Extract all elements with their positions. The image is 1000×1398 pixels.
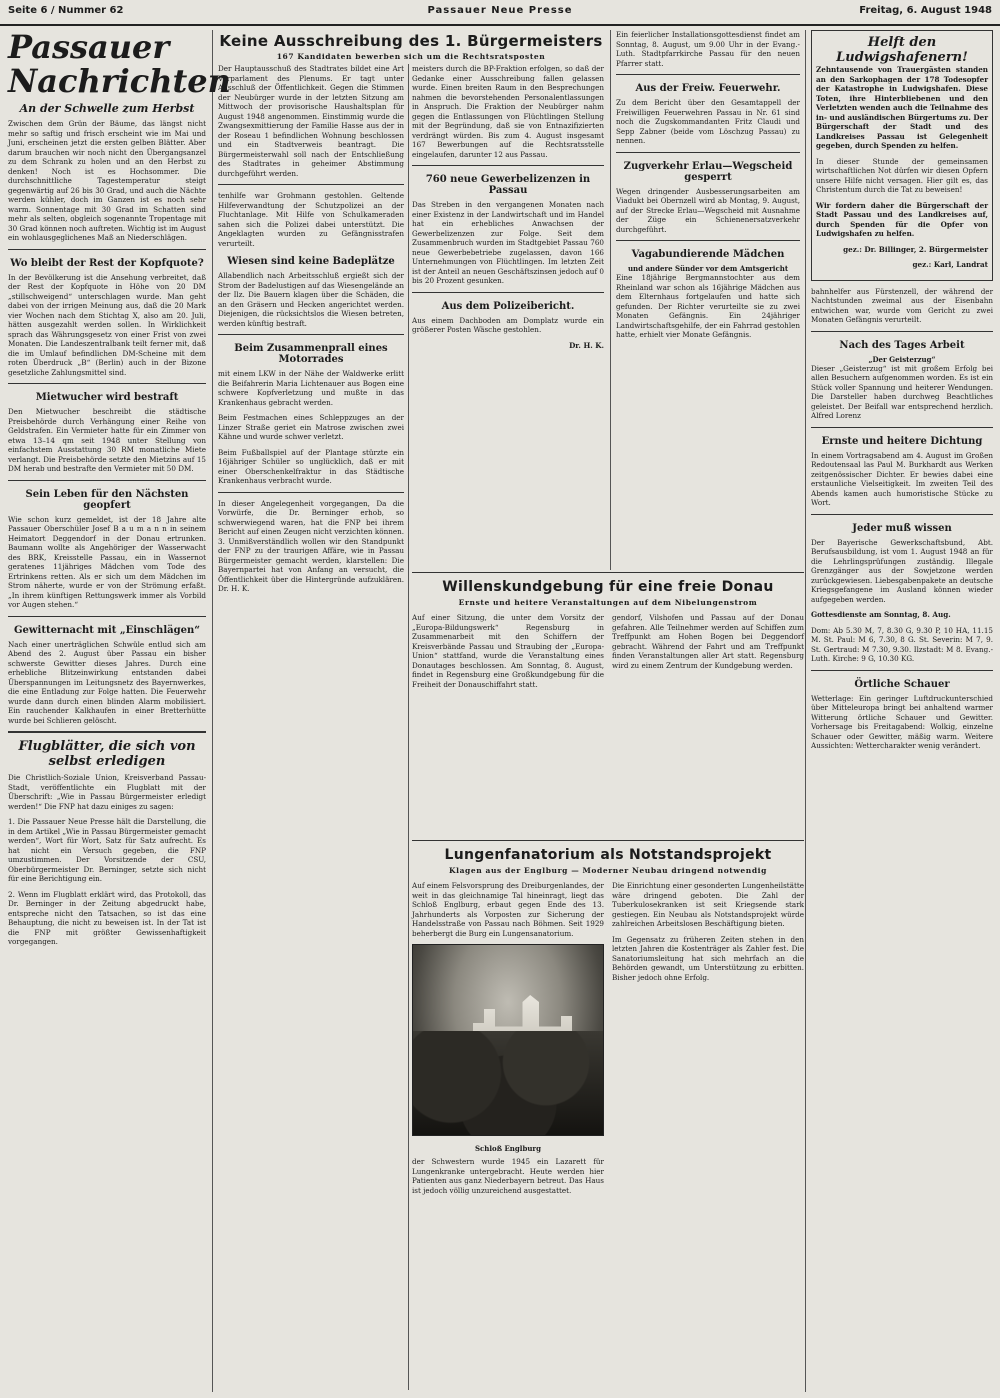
section-masthead xyxy=(8,28,231,100)
article-kicker: Ernste und heitere Veranstaltungen auf dem Nibelungenstrom xyxy=(458,598,758,607)
article-text: mit einem LKW in der Nähe der Waldwerke erlitt die Beifahrerin Maria Lichtenauer aus Bogen eine schwere Kopfverletzung und mußte in das Krankenhaus gebracht werden. xyxy=(218,369,404,407)
article-subhead: und andere Sünder vor dem Amtsgericht xyxy=(627,264,789,273)
trees-shape xyxy=(413,1031,603,1136)
column-left xyxy=(8,28,231,1390)
article-text: Dieser „Geisterzug“ ist mit großem Erfolg bei allen Besuchern aufgenommen worden. Es ist ein Stück voller Spannung und heiterer Wendungen. Die Darsteller haben durchweg Beachtliches geleistet. Der Beifall war entsprechend herzlich. Alfred Lorenz xyxy=(811,363,993,420)
article-text: Dom: Ab 5.30 M, 7, 8.30 G, 9.30 P, 10 HA, 11.15 M. St. Paul: M 6, 7.30, 8 G. St. Severin: M 7, 9. St. Gertraud: M 7.30, 9.30. Ilzstadt: M 8. Evang.-Luth. Kirche: 9 G, 10.30 KG. xyxy=(811,625,993,663)
article-heading: Beim Zusammenprall eines Motorrades xyxy=(234,343,388,365)
article-heading: Sein Leben für den Nächsten geopfert xyxy=(25,488,189,511)
article-heading: Nach des Tages Arbeit xyxy=(839,339,965,351)
article-heading: Gottesdienste am Sonntag, 8. Aug. xyxy=(811,610,951,619)
article-signature: Dr. H. K. xyxy=(569,340,604,350)
article-text: Aus einem Dachboden am Domplatz wurde ein größerer Posten Wäsche gestohlen. xyxy=(412,315,604,334)
article-text: Auf einem Felsvorsprung des Dreiburgenlandes, der weit in das gleichnamige Tal hineinragt, liegt das Schloß Englburg, erbaut gegen Ende des 13. Jahrhunderts als Vorposten zur Sicherung der Handelsstraße von Passau nach Böhmen. Seit 1929 beherbergt die Burg ein Lungensanatorium. xyxy=(412,881,604,938)
column-rule xyxy=(212,30,213,1392)
column-main-a xyxy=(218,64,404,1390)
article-text: Die Christlich-Soziale Union, Kreisverband Passau-Stadt, veröffentlichte ein Flugblatt mit der Überschrift: „Wie in Passau Bürgermeister erledigt werden!“ Die FNP hat dazu einiges zu sagen: xyxy=(8,773,206,811)
lungen-article xyxy=(412,840,804,1195)
article-text: Die Einrichtung einer gesonderten Lungenheilstätte wäre dringend geboten. Die Zahl der Tuberkulosekranken ist seit Kriegsende stark gestiegen. Ein Neubau als Notstandsprojekt würde zahlreichen Arbeitslosen Beschäftigung bieten. xyxy=(612,881,804,928)
article-heading: Jeder muß wissen xyxy=(852,522,952,534)
article-text: Auf einer Sitzung, die unter dem Vorsitz der „Europa-Bildungswerk“ Regensburg in Zusammenarbeit mit den Schiffern der Kreisverbände Passau und Straubing der „Europa-Union“ stattfand, wurde die Veranstaltung eines Donautages beschlossen. Am Sonntag, 8. August, findet in Regensburg eine Großkundgebung für die Freiheit der Donauschiffahrt statt. xyxy=(412,613,604,689)
article-heading: 760 neue Gewerbelizenzen in Passau xyxy=(425,174,591,196)
signature: gez.: Karl, Landrat xyxy=(912,260,988,269)
article-text: Wie schon kurz gemeldet, ist der 18 Jahre alte Passauer Oberschüler Josef B a u m a n n in seinem Heimatort Deggendorf in der Donau ertrunken. Baumann wollte als Angehöriger der Wasserwacht des BRK, Kreisstelle Passau, ein in Wassernot geratenes 11jähriges Mädchen vom Tode des Ertrinkens retten. Als er sich um dem Mädchen im Strom näherte, wurde er von der Strömung erfaßt. „In ihrem künftigen Rettungswerk immer als Vorbild vor Augen stehen.“ xyxy=(8,514,206,609)
castle-photo xyxy=(412,944,604,1136)
column-main-c xyxy=(616,30,800,570)
box-title: Flugblätter, die sich von selbst erledigen xyxy=(18,739,196,769)
photo-caption: Schloß Englburg xyxy=(474,1144,542,1153)
article-text: tenhilfe war Grohmann gestohlen. Geltende Hilfeverwandtung der Schutzpolizei an der Fluchtanlage. Mit Hilfe von Schulkameraden sahen sich die Polizei dabei unterstützt. Die Angeklagten wurden zu Gefängnisstrafen verurteilt. xyxy=(218,191,404,248)
article-text: 1. Die Passauer Neue Presse hält die Darstellung, die in dem Artikel „Wie in Passau Bürgermeister gemacht werden“, Wort für Wort, Satz für Satz aufrecht. Es hat nicht ein Versuch gegeben, die FNP umzustimmen. Der Vorsitzende der CSU, Oberbürgermeister Dr. Berninger, setzte sich nicht für eine Berichtigung ein. xyxy=(8,817,206,883)
donau-article xyxy=(412,572,804,689)
article-text: Ein feierlicher Installationsgottesdienst findet am Sonntag, 8. August, um 9.00 Uhr in der Evang.-Luth. Stadtpfarrkirche Passau für den neuen Pfarrer statt. xyxy=(616,30,800,68)
article-heading: Wiesen sind keine Badeplätze xyxy=(227,256,395,267)
article-text: meisters durch die BP-Fraktion erfolgen, so daß der Gedanke einer Ausschreibung fallen gelassen wurde. Einen breiten Raum in den Besprechungen nahmen die bevorstehenden Personalentlassungen in Anspruch. Die Fraktion der Neubürger nahm gegen die Entlassungen von Flüchtlingen Stellung mit der Begründung, daß sie von Entnazifizierten verdrängt würden. Bis zum 4. August insgesamt 167 Bewerbungen auf die Rechtsratsstelle eingelaufen, darunter 12 aus Passau. xyxy=(412,64,604,159)
newspaper-name: Passauer Neue Presse xyxy=(427,5,573,16)
article-text: In der Bevölkerung ist die Ansehung verbreitet, daß der Rest der Kopfquote in Höhe von 20 DM „stillschweigend“ unterschlagen wurde. Man geht dabei von der irrigen Meinung aus, daß die 20 Mark vier Wochen nach dem Stichtag X, also am 20. Juli, hätten ausgezahlt werden sollen. In Wirklichkeit sprach das Währungsgesetz von einer Frist von zwei Monaten. Die Landeszentralbank teilt ferner mit, daß die im Umlauf befindlichen DM-Scheine mit dem roten Überdruck „B“ (Berlin) auch in der Bizone gesetzliche Zahlungsmittel sind. xyxy=(8,272,206,377)
article-headline: Lungenfanatorium als Notstandsprojekt xyxy=(444,847,772,863)
article-heading: Ernste und heitere Dichtung xyxy=(821,435,983,447)
article-text: Zu dem Bericht über den Gesamtappell der Freiwilligen Feuerwehren Passau in Nr. 61 sind noch die Zugskommandanten Fritz Claudi und Sepp Zabner (beide vom Löschzug Passau) zu nennen. xyxy=(616,98,800,145)
article-text: bahnhelfer aus Fürstenzell, der während der Nachtstunden zweimal aus der Eisenbahn entwichen war, wurde vom Gericht zu zwei Monaten Gefängnis verurteilt. xyxy=(811,286,993,324)
article-text: In einem Vortragsabend am 4. August im Großen Redoutensaal las Paul M. Burkhardt aus Werken zeitgenössischer Dichter. Er bewies dabei eine erstaunliche Vielseitigkeit. Im zweiten Teil des Abends kamen auch humoristische Stücke zu Wort. xyxy=(811,450,993,507)
article-headline: Willenskundgebung für eine freie Donau xyxy=(442,579,774,595)
main-kicker: 167 Kandidaten bewerben sich um die Rechtsratsposten xyxy=(276,52,546,61)
article-text: Im Gegensatz zu früheren Zeiten stehen in den letzten Jahren die Kostenträger als Zahler fest. Die Sanatoriumsleitung hat sich mehrfach an die Behörden gewandt, um Unterstützung zu erbitten. Bisher jedoch ohne Erfolg. xyxy=(612,934,804,982)
article-text: Der Hauptausschuß des Stadtrates bildet eine Art Vorparlament des Plenums. Er tagt unter Ausschluß der Öffentlichkeit. Gegen die Stimmen der Neubürger wurde in der letzten Sitzung am Mittwoch der provisorische Haushaltsplan für August 1948 angenommen. Einstimmig wurde die Zwangsexmittierung der Familie Hasse aus der in der Roseau 1 befindlichen Wohnung beschlossen und ein Stadtverweis beantragt. Die Bürgermeisterwahl soll nach der Entschließung des Stadtrates in geheimer Abstimmung durchgeführt werden. xyxy=(218,64,404,178)
column-rule xyxy=(408,64,409,1390)
article-text: Wegen dringender Ausbesserungsarbeiten am Viadukt bei Obernzell wird ab Montag, 9. August, auf der Strecke Erlau—Wegscheid mit Ausnahme der Züge ein Schienenersatzverkehr durchgeführt. xyxy=(616,186,800,234)
article-text: der Schwestern wurde 1945 ein Lazarett für Lungenkranke untergebracht. Heute werden hier Patienten aus ganz Niederbayern betreut. Das Haus ist jedoch völlig unzureichend ausgestattet. xyxy=(412,1157,604,1195)
article-heading: Aus dem Polizeibericht. xyxy=(441,300,575,312)
article-text: In dieser Angelegenheit vorgegangen, Da die Vorwürfe, die Dr. Berninger erhob, so schwerwiegend waren, hat die FNP bei ihrem Bericht auf einen Zeugen nicht verzichten können. 3. Unmißverständlich wollen wir den Standpunkt der FNP zu der traurigen Affäre, wie in Passau Bürgermeister gemacht werden, klarstellen: Die Bayernpartei hat von Anfang an versucht, die Öffentlichkeit über die Hintergründe aufzuklären. Dr. H. K. xyxy=(218,498,404,593)
article-heading: Gewitternacht mit „Einschlägen“ xyxy=(14,624,200,636)
signature: gez.: Dr. Billinger, 2. Bürgermeister xyxy=(843,244,988,254)
article-text: Nach einer unerträglichen Schwüle entlud sich am Abend des 2. August über Passau ein bisher schwerste Gewitter dieses Jahres. Durch eine erhebliche Blitzeinwirkung entstanden dabei Überspannungen im Leitungsnetz des Bayernwerkes, die eine Entladung zur Folge hatten. Die Feuerwehr wurde dann durch einen blinden Alarm mobilisiert. Ein rauchender Kalkhaufen in einer Bretterhütte wurde bei Schlieren gelöscht. xyxy=(8,639,206,725)
article-text: Den Mietwucher beschreibt die städtische Preisbehörde durch Verhängung einer Reihe von Geldstrafen. Ein Vermieter hatte für ein Zimmer von etwa 13–14 qm seit 1948 unter Stellung von einfachstem Ausstattung 30 RM monatliche Miete verlangt. Die Preisbehörde setzte den Mietzins auf 15 DM herab und bestrafte den Vermieter mit 50 DM. xyxy=(8,407,206,473)
article-text: Beim Fußballspiel auf der Plantage stürzte ein 16jähriger Schüler so unglücklich, daß er mit einer Oberschenkelfraktur in das Städtische Krankenhaus verbracht wurde. xyxy=(218,447,404,485)
article-text: In dieser Stunde der gemeinsamen wirtschaftlichen Not dürfen wir diesen Opfern unsere Hilfe nicht versagen. Hier gilt es, das Christentum durch die Tat zu beweisen! xyxy=(816,156,988,194)
appeal-box xyxy=(811,30,993,281)
box-title: Helft den Ludwigshafenern! xyxy=(836,35,968,65)
article-heading: Zugverkehr Erlau—Wegscheid gesperrt xyxy=(623,160,793,183)
issue-date: Freitag, 6. August 1948 xyxy=(859,5,992,16)
article-text: Eine 18jährige Bergmannstochter aus dem Rheinland war schon als 16jährige Mädchen aus dem Elternhaus fortgelaufen und hatte sich gefunden. Der Richter verurteilte sie zu zwei Monaten Gefängnis. Ein 24jähriger Landwirtschaftsgehilfe, der ein Fahrrad gestohlen hatte, erhielt vier Monate Gefängnis. xyxy=(616,273,800,339)
article-heading: Örtliche Schauer xyxy=(854,678,950,690)
article-text: Wetterlage: Ein geringer Luftdruckunterschied über Mitteleuropa bringt bei anhaltend warmer Witterung örtliche Schauer und Gewitter. Vorhersage bis Freitagabend: Wolkig, einzelne Schauer oder Gewitter, mäßig warm. Weitere Aussichten: Wettercharakter wenig verändert. xyxy=(811,693,993,750)
page-header xyxy=(0,0,1000,26)
article-text: Der Bayerische Gewerkschaftsbund, Abt. Berufsausbildung, ist vom 1. August 1948 an für die Lehrlingsprüfungen zuständig. Illegale Grenzgänger aus der Sowjetzone werden zurückgewiesen. Liebesgabenpakete an deutsche Kriegsgefangene im Ausland können wieder aufgegeben werden. xyxy=(811,537,993,604)
article-text: gendorf, Vilshofen und Passau auf der Donau gefahren. Alle Teilnehmer werden auf Schiffen zum Treffpunkt am Hohen Bogen bei Deggendorf gebracht. Während der Fahrt und am Treffpunkt finden Veranstaltungen aller Art statt. Regensburg wird zu einem Zentrum der Kundgebung werden. xyxy=(612,613,804,670)
main-headline: Keine Ausschreibung des 1. Bürgermeisters xyxy=(219,32,603,50)
article-subhead: „Der Geisterzug“ xyxy=(868,354,936,364)
masthead-line-1: Passauer xyxy=(8,28,170,66)
article-heading: Vagabundierende Mädchen xyxy=(631,249,785,260)
article-heading: Aus der Freiw. Feuerwehr. xyxy=(635,83,781,94)
column-rule xyxy=(805,30,806,1392)
article-heading: Wo bleibt der Rest der Kopfquote? xyxy=(10,257,204,269)
article-text: Das Streben in den vergangenen Monaten nach einer Existenz in der Landwirtschaft und im Handel hat ein erhebliches Anwachsen der Gewerbelizenzen zur Folge. Seit dem Zusammenbruch wurden im Stadtgebiet Passau 760 neue Gewerbebetriebe zugelassen, davon 166 Unternehmungen von Flüchtlingen. Im letzten Zeit ist der Anteil an neuen Geschäftszinsen jedoch auf 0 bis 20 Prozent gesunken. xyxy=(412,200,604,285)
article-text: Zehntausende von Trauergästen standen an den Sarkophagen der 178 Todesopfer der Katastrophe in Ludwigshafen. Diese Toten, ihre Hinterbliebenen und den Verletzten wenden auch die Teilnahme des in- und ausländischen Bürgertums zu. Der Bürgerschaft der Stadt und des Landkreises Passau ist Gelegenheit gegeben, durch Spenden zu helfen. xyxy=(816,65,988,150)
article-heading: Mietwucher wird bestraft xyxy=(35,392,179,403)
article-text: 2. Wenn im Flugblatt erklärt wird, das Protokoll, das Dr. Berninger in der Zeitung abgedruckt habe, entspreche nicht den Tatsachen, so ist das eine Behauptung, die nicht zu beweisen ist. In der Tat ist die FNP mit größter Gewissenhaftigkeit vorgegangen. xyxy=(8,889,206,946)
article-kicker: Klagen aus der Englburg — Moderner Neubau dringend notwendig xyxy=(449,866,767,875)
column-right xyxy=(811,30,993,1390)
page-number: Seite 6 / Nummer 62 xyxy=(8,5,124,16)
article-text: Wir fordern daher die Bürgerschaft der Stadt Passau und des Landkreises auf, durch Spenden für die Opfer von Ludwigshafen zu helfen. xyxy=(816,200,988,238)
article-text: Allabendlich nach Arbeitsschluß ergießt sich der Strom der Badelustigen auf das Wiesengelände an der Ilz. Die Bauern klagen über die Schäden, die an den Gräsern und Hecken angerichtet werden. Diejenigen, die rücksichtslos die Wiesen betreten, werden künftig bestraft. xyxy=(218,271,404,328)
article-text: Zwischen dem Grün der Bäume, das längst nicht mehr so saftig und frisch erscheint wie im Mai und Juni, erscheinen jetzt die ersten gelben Blätter. Aber darum brauchen wir noch nicht den Übergangsanzel zu dem Schrank zu holen und an den Herbst zu denken! Noch ist es Hochsommer. Die durchschnittliche Tagestemperatur steigt gegenwärtig auf 26 bis 30 Grad, und auch die Nächte werden kühler, doch im Ganzen ist es noch sehr warm. Sonnentage mit 30 Grad im Schatten sind mehr als selten, obgleich sogenannte Tropentage mit 30 Grad können noch auftreten. Wichtig ist im August ein wohlausgeglichenes Maß an Niederschlägen. xyxy=(8,119,206,242)
article-text: Beim Festmachen eines Schleppzuges an der Linzer Straße geriet ein Matrose zwischen zwei Kähne und wurde schwer verletzt. xyxy=(218,413,404,441)
column-rule xyxy=(610,30,611,570)
masthead-line-2: Nachrichten xyxy=(8,62,231,100)
article-subhead: An der Schwelle zum Herbst xyxy=(19,102,195,115)
